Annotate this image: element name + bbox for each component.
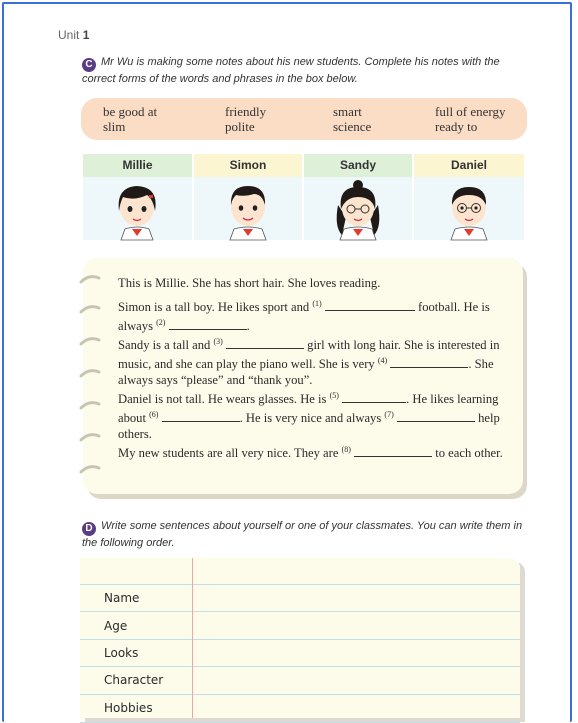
form-label-looks: Looks — [104, 646, 139, 660]
section-c-text: Mr Wu is making some notes about his new students. Complete his notes with the correct forms of the words and phrases in the box below. — [82, 56, 500, 85]
form-row-top — [80, 558, 520, 585]
note-text: . He likes learning about — [118, 392, 499, 426]
note-text: . He is very nice and always — [239, 411, 382, 426]
binder-ring-icon — [79, 336, 101, 346]
word-item: full of energy — [435, 104, 506, 119]
form-row-character[interactable] — [80, 667, 520, 695]
form-label-name: Name — [104, 591, 140, 605]
portrait-sandy — [304, 177, 412, 240]
blank-number: (5) — [329, 391, 339, 400]
answer-blank-5[interactable] — [342, 391, 406, 403]
form-label-hobbies: Hobbies — [104, 701, 153, 715]
form-label-character: Character — [104, 673, 164, 687]
word-box — [81, 98, 527, 140]
binder-ring-icon — [79, 304, 101, 314]
note-text: football. He is always — [118, 300, 490, 334]
binder-ring-icon — [79, 400, 101, 410]
blank-number: (7) — [384, 410, 394, 420]
blank-number: (1) — [312, 299, 322, 308]
section-d-text: Write some sentences about yourself or one of your classmates. You can write them in the following order. — [82, 520, 523, 549]
form-label-age: Age — [104, 619, 128, 633]
word-item: smart — [333, 104, 362, 119]
answer-blank-1[interactable] — [325, 299, 415, 311]
binder-ring-icon — [79, 432, 101, 442]
note-paragraph-daniel — [118, 388, 513, 442]
note-text: Daniel is not tall. He wears glasses. He is — [118, 392, 327, 407]
form-row-hobbies[interactable] — [80, 695, 520, 723]
note-text: She always says “please” and “thank you”. — [118, 357, 494, 388]
form-row-name[interactable] — [80, 584, 520, 612]
answer-blank-7[interactable] — [397, 410, 475, 422]
answer-blank-3[interactable] — [226, 337, 304, 349]
note-text: girl with long hair. She is interested in music, and she can play the piano well. She is very — [118, 338, 500, 372]
note-paragraph-sandy: Sandy is a tall and $^{(3)}$ girl with long hair. She is interested in music, and she can play the piano well. She is very $^{(4)}$ . She always says “please” and “thank you”. — [118, 337, 500, 388]
answer-blank-8[interactable] — [354, 445, 432, 457]
student-name-sandy: Sandy — [304, 154, 412, 177]
note-text: help others. — [118, 411, 500, 442]
note-text: My new students are all very nice. They are — [118, 446, 339, 461]
notes-panel — [83, 258, 523, 494]
word-item: ready to — [435, 119, 478, 134]
student-name-daniel: Daniel — [414, 154, 524, 177]
student-name-millie: Millie — [83, 154, 192, 177]
binder-ring-icon — [79, 464, 101, 474]
form-row-age[interactable] — [80, 612, 520, 640]
note-paragraph-millie — [118, 275, 513, 291]
blank-number: (3) — [213, 337, 223, 346]
answer-blank-2[interactable] — [169, 318, 247, 330]
portrait-simon — [194, 177, 302, 240]
section-c-badge: C — [82, 58, 96, 72]
note-text: Sandy is a tall and — [118, 338, 211, 353]
blank-number: (6) — [149, 410, 159, 420]
section-c-instruction — [82, 55, 526, 87]
blank-number: (8) — [341, 445, 351, 454]
margin-line — [192, 558, 193, 718]
unit-header — [58, 28, 89, 42]
note-text: Simon is a tall boy. He likes sport and — [118, 300, 310, 315]
writing-form — [80, 558, 520, 718]
word-item: polite — [225, 119, 255, 134]
word-item: be good at — [103, 104, 158, 119]
form-row-looks[interactable] — [80, 640, 520, 667]
section-d-badge: D — [82, 522, 96, 536]
note-text: to each other. — [435, 446, 503, 461]
portrait-daniel — [414, 177, 524, 240]
note-paragraph-summary — [118, 442, 513, 461]
blank-number: (4) — [377, 356, 388, 366]
blank-number: (2) — [156, 318, 166, 328]
binder-ring-icon — [79, 368, 101, 378]
section-d-instruction — [82, 519, 526, 551]
word-item: science — [333, 119, 372, 134]
portrait-millie — [83, 177, 192, 240]
student-name-simon: Simon — [194, 154, 302, 177]
note-paragraph-simon: Simon is a tall boy. He likes sport and $^{(1)}$ football. He is always $^{(2)}$ . — [118, 299, 490, 334]
note-text: This is Millie. She has short hair. She loves reading. — [118, 276, 381, 290]
answer-blank-6[interactable] — [162, 410, 240, 422]
unit-label: Unit — [58, 28, 80, 42]
word-item: slim — [103, 119, 126, 134]
answer-blank-4[interactable] — [390, 356, 468, 368]
binder-ring-icon — [79, 274, 101, 284]
unit-number: 1 — [82, 28, 90, 42]
word-item: friendly — [225, 104, 267, 119]
